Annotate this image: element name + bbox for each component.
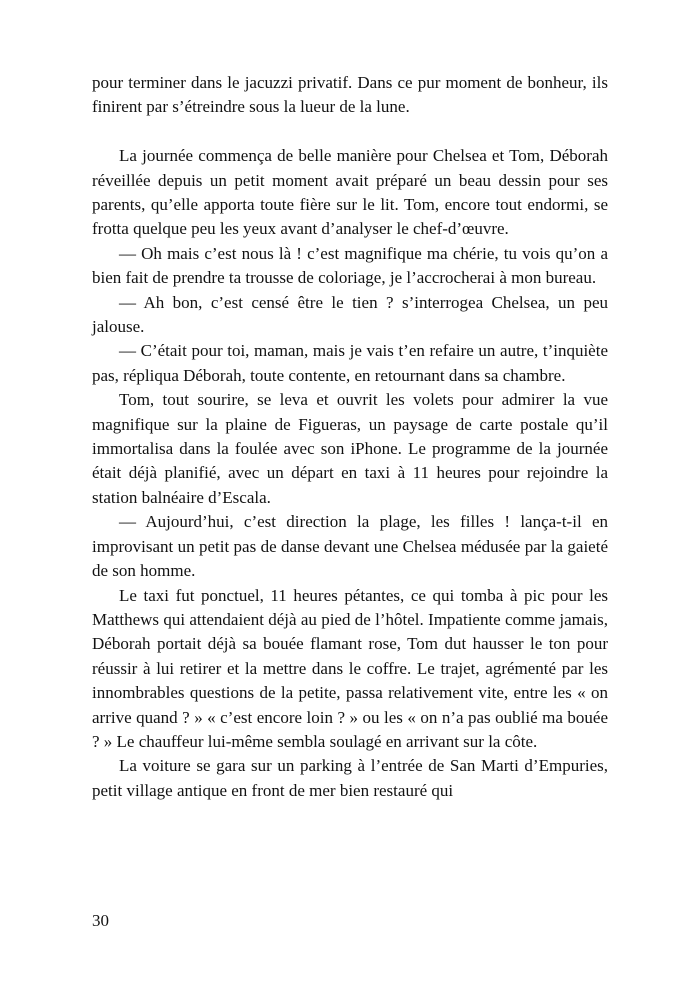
- paragraph-dialogue: — Oh mais c’est nous là ! c’est magnifique ma chérie, tu vois qu’on a bien fait de prendre ta trousse de coloriage, je l’accrocherai à mon bureau.: [92, 243, 608, 288]
- paragraph-dialogue: — C’était pour toi, maman, mais je vais t’en refaire un autre, t’inquiète pas, répliqua Déborah, toute contente, en retournant dans sa chambre.: [92, 341, 608, 385]
- page-number: 30: [92, 911, 109, 930]
- paragraph: Le taxi fut ponctuel, 11 heures pétantes, ce qui tomba à pic pour les Matthews qui attendaient déjà au pied de l’hôtel. Impatiente comme jamais, Déborah portait déjà sa bouée flamant rose, Tom dut hausser le ton pour réussir à lui retirer et la mettre dans le coffre. Le trajet, agrémenté par les innombrables questions de la petite, passa relativement vite, entre les « on arrive quand ? » « c’est encore loin ? » ou les « on n’a pas oublié ma bouée ? » Le chauffeur lui-même sembla soulagé en arrivant sur la côte.: [92, 585, 608, 751]
- body-text: [92, 71, 608, 803]
- paragraph: La voiture se gara sur un parking à l’entrée de San Marti d’Empuries, petit village antique en front de mer bien restauré qui: [92, 756, 608, 800]
- paragraph-continuation: pour terminer dans le jacuzzi privatif. Dans ce pur moment de bonheur, ils finirent par s’étreindre sous la lueur de la lune.: [92, 73, 608, 117]
- paragraph-dialogue: — Ah bon, c’est censé être le tien ? s’interrogea Chelsea, un peu jalouse.: [92, 292, 608, 337]
- paragraph: Tom, tout sourire, se leva et ouvrit les volets pour admirer la vue magnifique sur la plaine de Figueras, un paysage de carte postale qu’il immortalisa dans la foulée avec son iPhone. Le programme de la journée était déjà planifié, avec un départ en taxi à 11 heures pour rejoindre la station balnéaire d’Escala.: [92, 390, 608, 507]
- paragraph: La journée commença de belle manière pour Chelsea et Tom, Déborah réveillée depuis un petit moment avait préparé un beau dessin pour ses parents, qu’elle apporta toute fière sur le lit. Tom, encore tout endormi, se frotta quelque peu les yeux avant d’analyser le chef-d’œuvre.: [92, 146, 608, 239]
- paragraph-dialogue: — Aujourd’hui, c’est direction la plage, les filles ! lança-t-il en improvisant un petit pas de danse devant une Chelsea médusée par la gaieté de son homme.: [92, 512, 608, 581]
